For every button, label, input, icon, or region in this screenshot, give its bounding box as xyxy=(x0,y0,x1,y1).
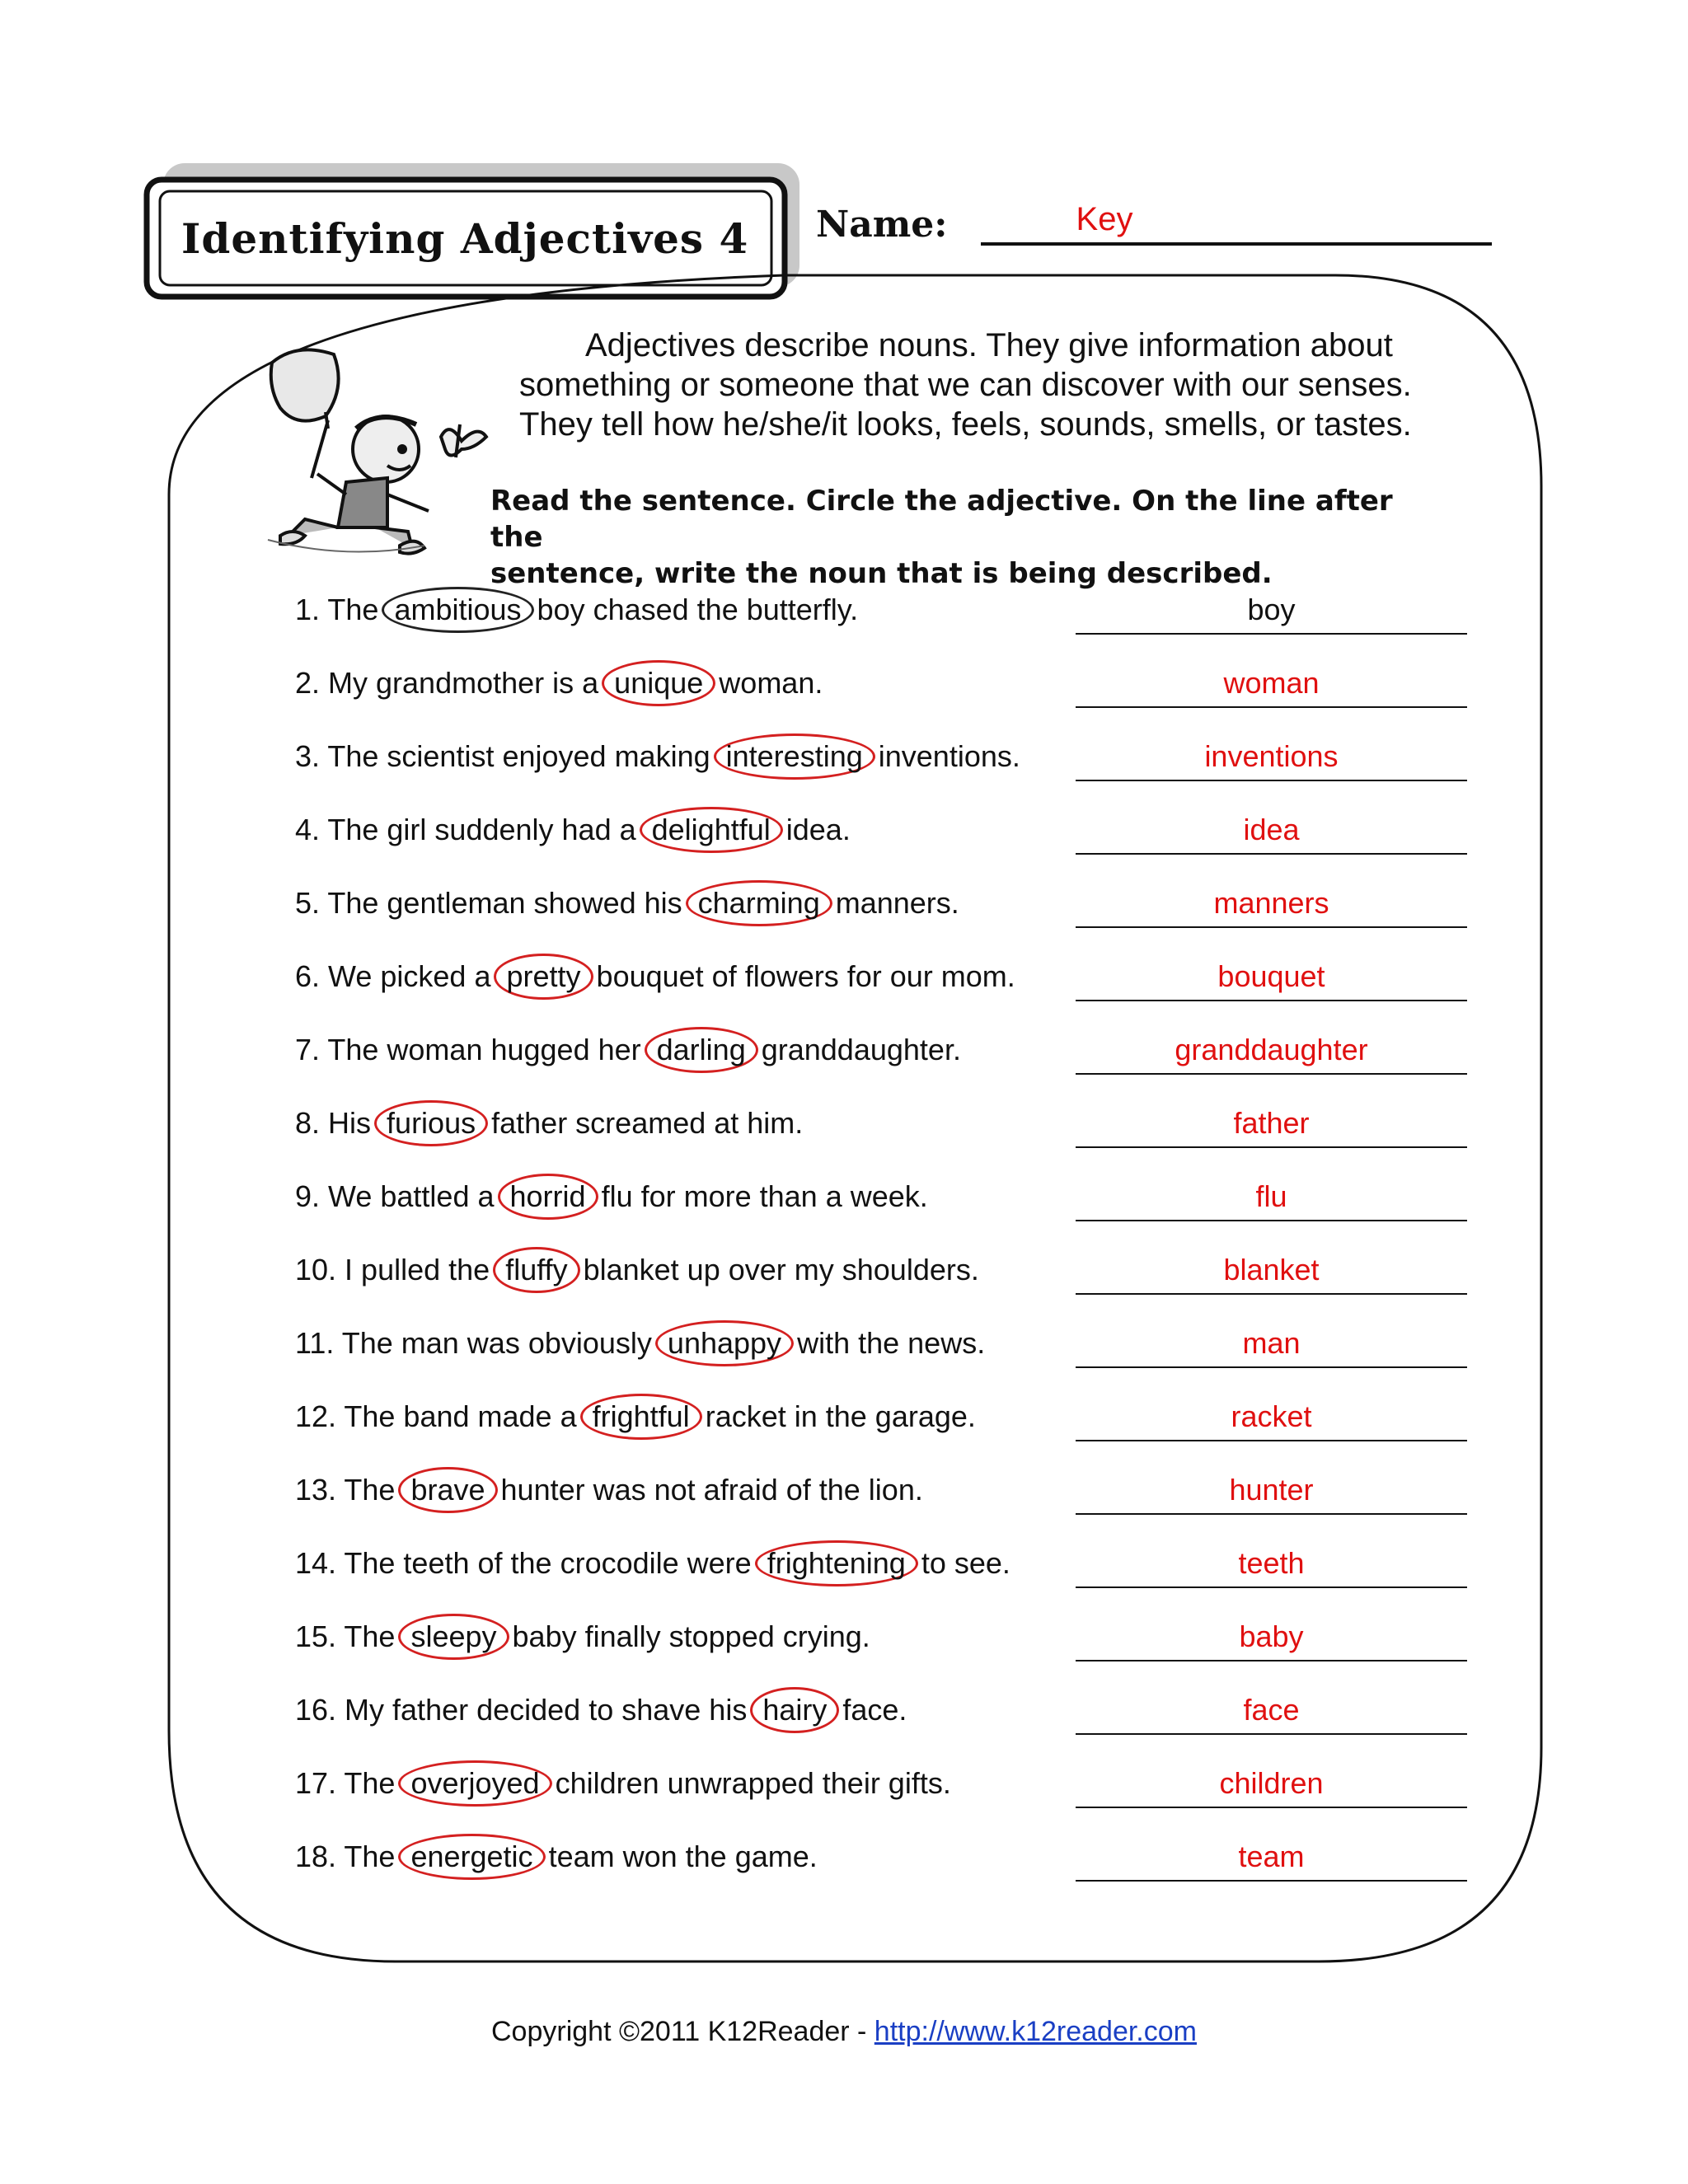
question-17 xyxy=(295,1760,951,1807)
answer-line-1: boy xyxy=(1076,587,1467,635)
circled-adjective: furious xyxy=(374,1100,488,1146)
sentence-text: with the news. xyxy=(797,1326,986,1360)
question-4 xyxy=(295,807,851,853)
intro-line: They tell how he/she/it looks, feels, sounds, smells, or tastes. xyxy=(519,406,1412,443)
answer-line-16: face xyxy=(1076,1687,1467,1735)
question-2 xyxy=(295,660,823,706)
sentence-text: to see. xyxy=(921,1546,1010,1580)
question-1 xyxy=(295,587,858,633)
sentence-text: 5. The gentleman showed his xyxy=(295,886,682,920)
sentence-text: team won the game. xyxy=(548,1840,818,1873)
question-9 xyxy=(295,1174,928,1220)
sentence-text: 16. My father decided to shave his xyxy=(295,1693,748,1727)
answer-line-7: granddaughter xyxy=(1076,1027,1467,1075)
name-underline xyxy=(981,242,1492,246)
question-3 xyxy=(295,733,1020,780)
sentence-text: baby finally stopped crying. xyxy=(512,1619,870,1653)
sentence-text: 10. I pulled the xyxy=(295,1253,490,1286)
question-10 xyxy=(295,1247,979,1293)
sentence-text: 15. The xyxy=(295,1619,396,1653)
sentence-text: 7. The woman hugged her xyxy=(295,1033,641,1066)
intro-paragraph xyxy=(519,326,1426,444)
sentence-text: boy chased the butterfly. xyxy=(537,593,859,626)
question-6 xyxy=(295,954,1015,1000)
question-8 xyxy=(295,1100,803,1146)
sentence-text: idea. xyxy=(785,813,851,846)
question-14 xyxy=(295,1540,1010,1586)
sentence-text: 18. The xyxy=(295,1840,396,1873)
sentence-text: racket in the garage. xyxy=(705,1399,976,1433)
footer xyxy=(0,2011,1688,2052)
sentence-text: 1. The xyxy=(295,593,379,626)
circled-adjective: interesting xyxy=(714,733,875,780)
circled-adjective: delightful xyxy=(640,807,783,853)
sentence-text: flu for more than a week. xyxy=(601,1179,928,1213)
question-15 xyxy=(295,1614,870,1660)
intro-line: Adjectives describe nouns. They give information about xyxy=(585,327,1393,363)
circled-adjective: unique xyxy=(602,660,715,706)
sentence-text: granddaughter. xyxy=(761,1033,961,1066)
sentence-text: 12. The band made a xyxy=(295,1399,577,1433)
question-12 xyxy=(295,1394,976,1440)
answer-line-13: hunter xyxy=(1076,1467,1467,1515)
instructions-line: sentence, write the noun that is being described. xyxy=(490,557,1273,590)
sentence-text: 8. His xyxy=(295,1106,372,1140)
circled-adjective: ambitious xyxy=(382,587,533,633)
sentence-text: 17. The xyxy=(295,1766,396,1800)
instructions-line: Read the sentence. Circle the adjective. On the line after the xyxy=(490,485,1393,554)
sentence-text: 4. The girl suddenly had a xyxy=(295,813,636,846)
sentence-text: father screamed at him. xyxy=(491,1106,804,1140)
answer-line-11: man xyxy=(1076,1320,1467,1368)
answer-line-10: blanket xyxy=(1076,1247,1467,1295)
question-5 xyxy=(295,880,959,926)
sentence-text: inventions. xyxy=(878,739,1020,773)
worksheet-title: Identifying Adjectives 4 xyxy=(181,214,749,263)
sentence-text: children unwrapped their gifts. xyxy=(555,1766,951,1800)
circled-adjective: overjoyed xyxy=(398,1760,551,1807)
circled-adjective: unhappy xyxy=(655,1320,794,1366)
circled-adjective: hairy xyxy=(750,1687,839,1733)
question-7 xyxy=(295,1027,961,1073)
sentence-text: 13. The xyxy=(295,1473,396,1507)
answer-line-8: father xyxy=(1076,1100,1467,1148)
circled-adjective: fluffy xyxy=(493,1247,579,1293)
circled-adjective: charming xyxy=(686,880,832,926)
answer-line-3: inventions xyxy=(1076,733,1467,781)
sentence-text: woman. xyxy=(719,666,823,700)
question-16 xyxy=(295,1687,907,1733)
answer-line-5: manners xyxy=(1076,880,1467,928)
question-13 xyxy=(295,1467,923,1513)
sentence-text: manners. xyxy=(835,886,959,920)
answer-line-4: idea xyxy=(1076,807,1467,855)
sentence-text: 9. We battled a xyxy=(295,1179,495,1213)
sentence-text: 11. The man was obviously xyxy=(295,1326,652,1360)
answer-line-15: baby xyxy=(1076,1614,1467,1661)
name-value: Key xyxy=(1076,201,1133,237)
circled-adjective: energetic xyxy=(398,1834,545,1880)
boy-with-butterfly-net-icon xyxy=(268,349,486,553)
sentence-text: bouquet of flowers for our mom. xyxy=(596,959,1015,993)
question-11 xyxy=(295,1320,985,1366)
copyright-text: Copyright ©2011 K12Reader - xyxy=(491,2016,874,2047)
circled-adjective: horrid xyxy=(498,1174,598,1220)
intro-line: something or someone that we can discover with our senses. xyxy=(519,367,1412,403)
question-18 xyxy=(295,1834,818,1880)
sentence-text: 6. We picked a xyxy=(295,959,491,993)
answer-line-17: children xyxy=(1076,1760,1467,1808)
instructions xyxy=(490,483,1455,592)
sentence-text: 14. The teeth of the crocodile were xyxy=(295,1546,752,1580)
circled-adjective: frightening xyxy=(755,1540,918,1586)
circled-adjective: darling xyxy=(645,1027,758,1073)
answer-line-18: team xyxy=(1076,1834,1467,1882)
answer-line-12: racket xyxy=(1076,1394,1467,1441)
sentence-text: 2. My grandmother is a xyxy=(295,666,599,700)
circled-adjective: pretty xyxy=(494,954,593,1000)
sentence-text: blanket up over my shoulders. xyxy=(583,1253,979,1286)
answer-line-6: bouquet xyxy=(1076,954,1467,1001)
k12reader-link[interactable]: http://www.k12reader.com xyxy=(874,2016,1197,2047)
sentence-text: face. xyxy=(842,1693,907,1727)
circled-adjective: frightful xyxy=(580,1394,702,1440)
sentence-text: hunter was not afraid of the lion. xyxy=(500,1473,923,1507)
sentence-text: 3. The scientist enjoyed making xyxy=(295,739,710,773)
circled-adjective: sleepy xyxy=(398,1614,509,1660)
answer-line-2: woman xyxy=(1076,660,1467,708)
circled-adjective: brave xyxy=(398,1467,497,1513)
name-label: Name: xyxy=(816,204,948,246)
answer-line-9: flu xyxy=(1076,1174,1467,1221)
answer-line-14: teeth xyxy=(1076,1540,1467,1588)
